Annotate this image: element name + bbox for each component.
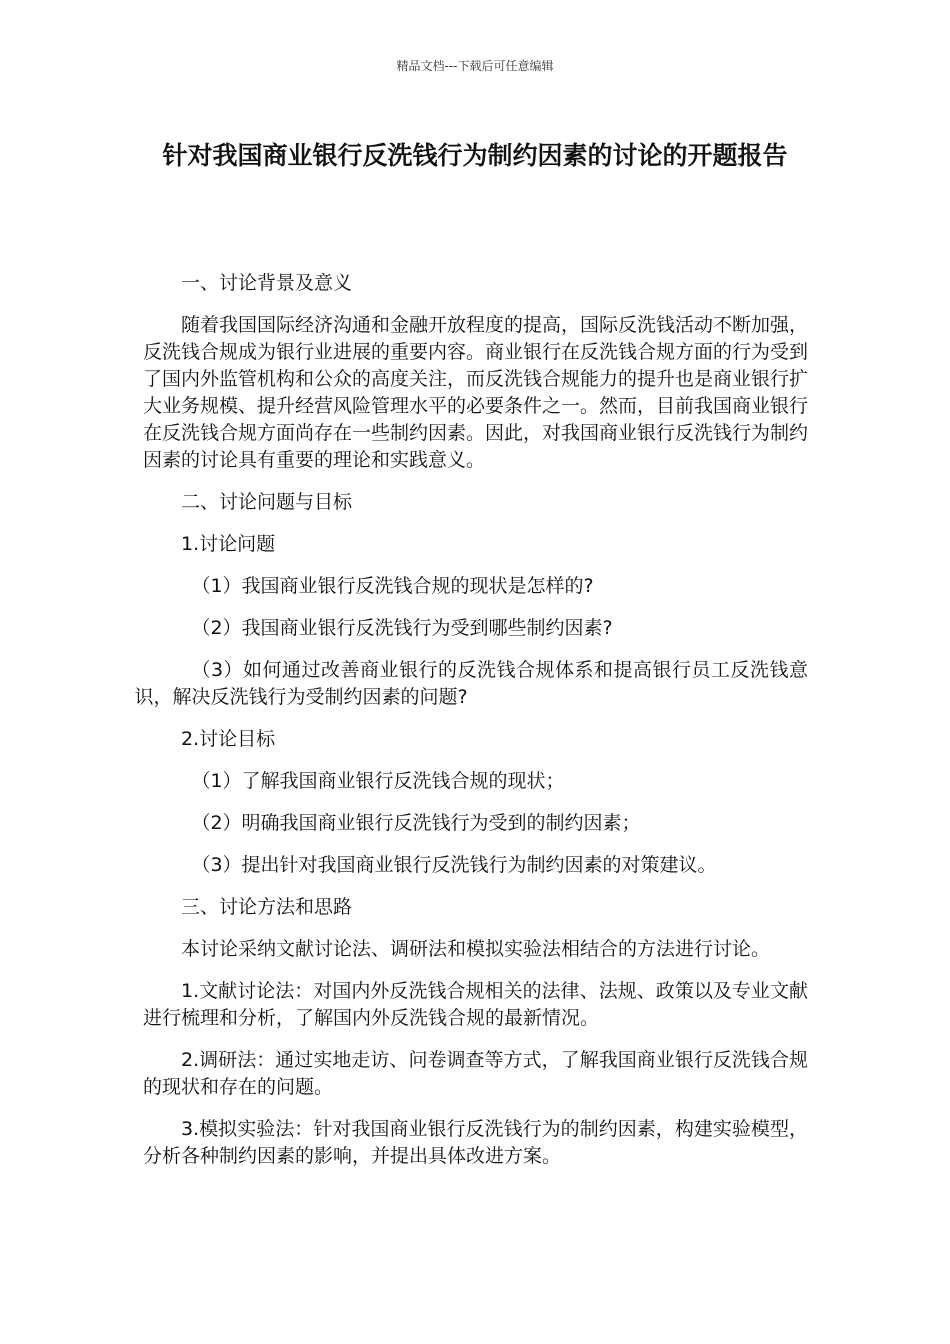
method-2: 2.调研法：通过实地走访、问卷调查等方式，了解我国商业银行反洗钱合规的现状和存在的问题。: [143, 1049, 808, 1098]
question-3: （3）如何通过改善商业银行的反洗钱合规体系和提高银行员工反洗钱意识，解决反洗钱行为受制约因素的问题?: [134, 659, 808, 708]
section-1-heading: 一、讨论背景及意义: [181, 272, 353, 294]
goals-heading: 2.讨论目标: [181, 728, 276, 750]
document-body: [134, 270, 809, 1185]
question-2: （2）我国商业银行反洗钱行为受到哪些制约因素?: [191, 617, 613, 639]
document-title: 针对我国商业银行反洗钱行为制约因素的讨论的开题报告: [162, 141, 788, 170]
section-1-paragraph: 随着我国国际经济沟通和金融开放程度的提高，国际反洗钱活动不断加强，反洗钱合规成为银行业进展的重要内容。商业银行在反洗钱合规方面的行为受到了国内外监管机构和公众的高度关注，而反洗钱合规能力的提升也是商业银行扩大业务规模、提升经营风险管理水平的必要条件之一。然而，目前我国商业银行在反洗钱合规方面尚存在一些制约因素。因此，对我国商业银行反洗钱行为制约因素的讨论具有重要的理论和实践意义。: [143, 314, 809, 471]
page-header-note: 精品文档---下载后可任意编辑: [396, 59, 554, 73]
method-1: 1.文献讨论法：对国内外反洗钱合规相关的法律、法规、政策以及专业文献进行梳理和分析，了解国内外反洗钱合规的最新情况。: [143, 980, 808, 1029]
section-3-intro: 本讨论采纳文献讨论法、调研法和模拟实验法相结合的方法进行讨论。: [181, 938, 771, 960]
section-2-heading: 二、讨论问题与目标: [181, 491, 353, 513]
section-3-heading: 三、讨论方法和思路: [181, 896, 353, 918]
question-1: （1）我国商业银行反洗钱合规的现状是怎样的?: [191, 575, 594, 597]
goal-2: （2）明确我国商业银行反洗钱行为受到的制约因素；: [191, 812, 641, 834]
goal-3: （3）提出针对我国商业银行反洗钱行为制约因素的对策建议。: [191, 854, 717, 876]
goal-1: （1）了解我国商业银行反洗钱合规的现状；: [191, 770, 565, 792]
questions-heading: 1.讨论问题: [181, 533, 276, 555]
method-3: 3.模拟实验法：针对我国商业银行反洗钱行为的制约因素，构建实验模型，分析各种制约因素的影响，并提出具体改进方案。: [143, 1118, 808, 1167]
